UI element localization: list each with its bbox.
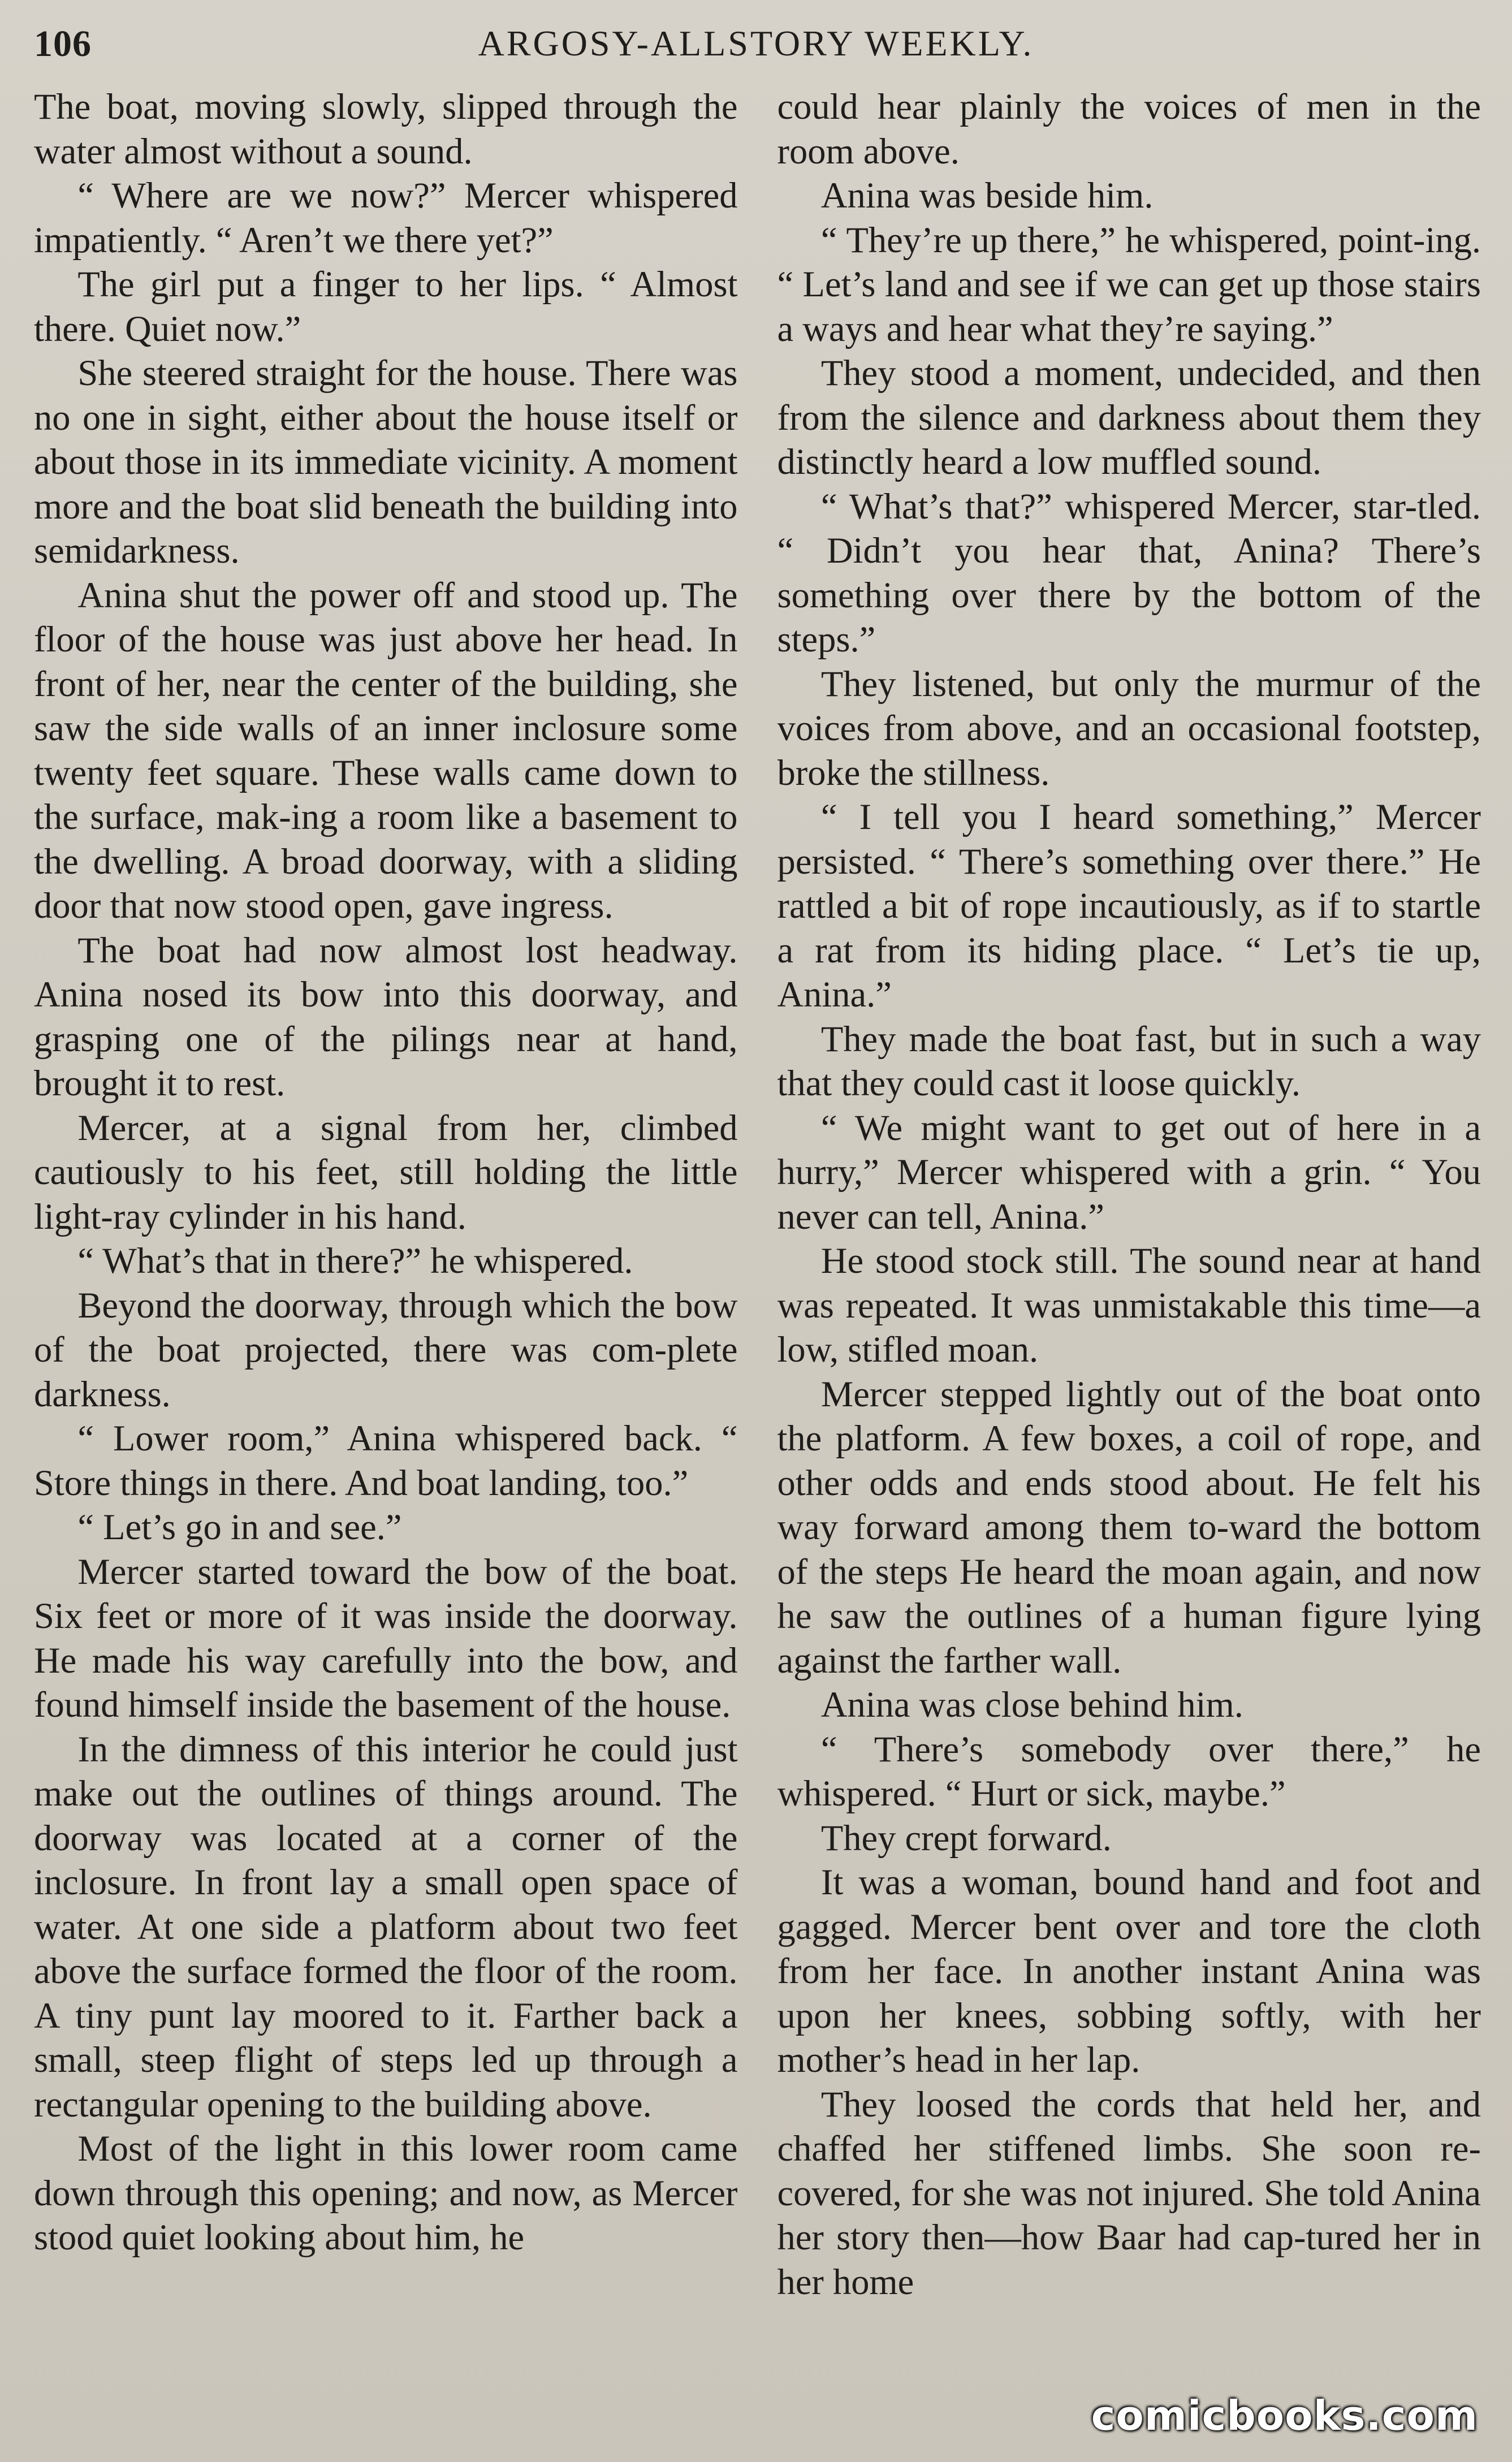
paragraph: “ We might want to get out of here in a hurry,” Mercer whispered with a grin. “ You never can tell, Anina.” xyxy=(777,1107,1481,1237)
page-header xyxy=(34,17,1478,79)
paragraph: Anina shut the power off and stood up. The floor of the house was just above her head. In front of her, near the center of the building, she saw the side walls of an inner inclosure some twenty feet square. These walls came down to the surface, mak-ing a room like a basement to the dwelling. A broad doorway, with a sliding door that now stood open, gave ingress. xyxy=(34,575,738,926)
paragraph: “ Where are we now?” Mercer whispered impatiently. “ Aren’t we there yet?” xyxy=(34,175,738,260)
paragraph: The boat had now almost lost headway. Anina nosed its bow into this doorway, and grasping one of the pilings near at hand, brought it to rest. xyxy=(34,930,738,1103)
paragraph: “ I tell you I heard something,” Mercer persisted. “ There’s something over there.” He rattled a bit of rope incautiously, as if to startle a rat from its hiding place. “ Let’s tie up, Anina.” xyxy=(777,797,1481,1014)
paragraph: Mercer stepped lightly out of the boat onto the platform. A few boxes, a coil of rope, and other odds and ends stood about. He felt his way forward among them to-ward the bottom of the steps He heard the moan again, and now he saw the outlines of a human figure lying against the farther wall. xyxy=(777,1373,1481,1681)
paragraph: It was a woman, bound hand and foot and gagged. Mercer bent over and tore the cloth from her face. In another instant Anina was upon her knees, sobbing softly, with her mother’s head in her lap. xyxy=(777,1862,1481,2080)
paragraph: They crept forward. xyxy=(820,1817,1112,1858)
paragraph: Mercer, at a signal from her, climbed cautiously to his feet, still holding the little light-ray cylinder in his hand. xyxy=(34,1107,738,1237)
paragraph: They loosed the cords that held her, and chaffed her stiffened limbs. She soon re-covered, for she was not injured. She told Anina her story then—how Baar had cap-tured her in her home xyxy=(777,2084,1481,2302)
running-head: ARGOSY-ALLSTORY WEEKLY. xyxy=(478,23,1034,63)
paragraph: The girl put a finger to her lips. “ Almost there. Quiet now.” xyxy=(34,264,738,349)
text-columns xyxy=(34,85,1481,2451)
paragraph: In the dimness of this interior he could just make out the outlines of things around. The doorway was located at a corner of the inclosure. In front lay a small open space of water. At one side a platform about two feet above the surface formed the floor of the room. A tiny punt lay moored to it. Farther back a small, steep flight of steps led up through a rectangular opening to the building above. xyxy=(34,1729,738,2124)
paragraph: She steered straight for the house. There was no one in sight, either about the house itself or about those in its immediate vicinity. A moment more and the boat slid beneath the building into semidarkness. xyxy=(34,353,738,571)
paragraph: Beyond the doorway, through which the bow of the boat projected, there was com-plete darkness. xyxy=(34,1285,738,1414)
left-column xyxy=(34,85,738,2451)
paragraph: “ There’s somebody over there,” he whispered. “ Hurt or sick, maybe.” xyxy=(777,1729,1481,1813)
paragraph: “ What’s that in there?” he whispered. xyxy=(77,1241,633,1281)
right-column xyxy=(777,85,1481,2451)
page-number: 106 xyxy=(34,23,92,64)
watermark-logo: comicbooks.com xyxy=(1091,2392,1478,2439)
paragraph: They stood a moment, undecided, and then from the silence and darkness about them they distinctly heard a low muffled sound. xyxy=(777,353,1481,482)
paragraph: Anina was close behind him. xyxy=(820,1684,1243,1725)
paragraph: Most of the light in this lower room came down through this opening; and now, as Mercer stood quiet looking about him, he xyxy=(34,2128,738,2257)
paragraph: Mercer started toward the bow of the boat. Six feet or more of it was inside the doorway. He made his way carefully into the bow, and found himself inside the basement of the house. xyxy=(34,1551,738,1725)
paragraph: The boat, moving slowly, slipped through the water almost without a sound. xyxy=(34,87,738,171)
paragraph: “ They’re up there,” he whispered, point-ing. “ Let’s land and see if we can get up those stairs a ways and hear what they’re saying.” xyxy=(777,219,1481,349)
paragraph: could hear plainly the voices of men in the room above. xyxy=(777,87,1481,171)
paragraph: They made the boat fast, but in such a way that they could cast it loose quickly. xyxy=(777,1018,1481,1103)
paragraph: They listened, but only the murmur of the voices from above, and an occasional footstep, broke the stillness. xyxy=(777,663,1481,793)
paragraph: “ What’s that?” whispered Mercer, star-tled. “ Didn’t you hear that, Anina? There’s something over there by the bottom of the steps.” xyxy=(777,486,1481,659)
paragraph: He stood stock still. The sound near at hand was repeated. It was unmistakable this time—a low, stifled moan. xyxy=(777,1241,1481,1370)
paragraph: Anina was beside him. xyxy=(820,175,1154,215)
paragraph: “ Let’s go in and see.” xyxy=(77,1507,402,1547)
paragraph: “ Lower room,” Anina whispered back. “ Store things in there. And boat landing, too.” xyxy=(34,1418,738,1503)
